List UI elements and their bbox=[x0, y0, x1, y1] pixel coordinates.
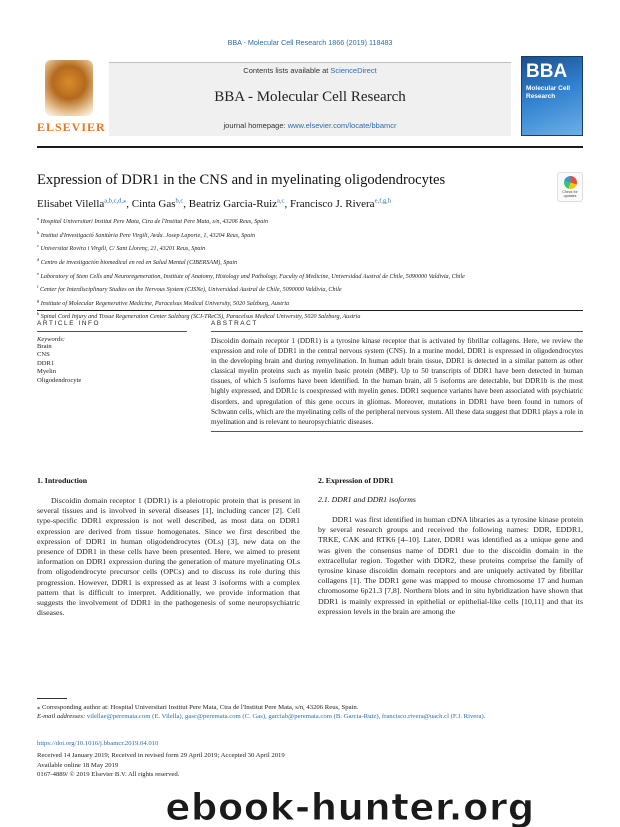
journal-citation[interactable]: BBA - Molecular Cell Research 1866 (2019) 118483 bbox=[227, 38, 393, 47]
section-paragraph: DDR1 was first identified in human cDNA libraries as a tyrosine kinase protein by several research groups and received the following names: DDR, EDDR1, TRKE, CAK and RTK6 [4–10]. Later, DDR1 was identified as a unique gene and was given the consensus name of DDR1 due to the discoidin domain in the extracellular region. Together with DDR2, these proteins comprise the family of tyrosine kinase discoidin domain receptors and are uniquely activated by fibrillar collagens [1]. The DDR1 gene was mapped to mouse chromosome 17 and human chromosome 6p21.3 [7,8]. Northern blots and in situ hybridization have shown that DDR1 is mainly expressed in epithelial or epithelial-like cells [10,11] and that its expression levels in the brain are among the bbox=[318, 515, 583, 616]
check-for-updates-label: Check for updates bbox=[562, 190, 578, 198]
keyword: Oligodendrocyte bbox=[37, 376, 82, 384]
check-for-updates-icon bbox=[564, 176, 577, 189]
keyword: DDR1 bbox=[37, 359, 55, 367]
affiliation: $^h$ Spinal Cord Injury and Tissue Regeneration Center Salzburg (SCI-TReCS), Paracelsus Medical University, 5020 Salzburg, Austria bbox=[37, 311, 361, 321]
keyword: CNS bbox=[37, 351, 50, 359]
journal-cover-image[interactable] bbox=[521, 56, 583, 136]
section-paragraph: Discoidin domain receptor 1 (DDR1) is a pleiotropic protein that is present in several tissues and is involved in several diseases [1], including cancer [2]. Cell type-specific DDR1 expression is not well described, as most data on DDR1 expression are derived from tissue homogenates. Since we first described the expression of DDR1 in human oligodendrocytes (OLs) [3], new data on the presence of DDR1 in these cells have been presented. Here, we aimed to present information on DDR1 expression during the generation of mature myelinating OLs from oligodendrocyte precursor cells (OPCs) and to discuss its role during this progression. However, DDR1 is expressed as at least 3 isoforms with a complex pattern that is difficult to interpret. Additionally, we provide information that suggests the involvement of DDR1 in the pathogenesis of some neuropsychiatric diseases. bbox=[37, 496, 300, 618]
section-heading: 2. Expression of DDR1 bbox=[318, 476, 394, 485]
author[interactable]: Francisco J. Rivera$^{e,f,g,h}$ bbox=[289, 197, 391, 210]
homepage-prefix: journal homepage: bbox=[223, 121, 288, 130]
keywords-heading: Keywords: bbox=[37, 336, 65, 343]
affiliation: $^a$ Hospital Universitari Institut Pere Mata, Ctra de l'Institut Pere Mata, s/n, 43206 Reus, Spain bbox=[37, 216, 269, 226]
affiliation: $^g$ Institute of Molecular Regenerative Medicine, Paracelsus Medical University, 5020 Salzburg, Austria bbox=[37, 297, 290, 307]
footnotes bbox=[37, 703, 583, 721]
publication-dates bbox=[37, 751, 437, 780]
received-dates: Received 14 January 2019; Received in revised form 29 April 2019; Accepted 30 April 2019 bbox=[37, 752, 285, 759]
keyword: Brain bbox=[37, 343, 52, 350]
article-title: Expression of DDR1 in the CNS and in myelinating oligodendrocytes bbox=[37, 172, 446, 188]
article-info-heading: ARTICLE INFO bbox=[37, 320, 187, 332]
journal-header-box bbox=[109, 62, 511, 136]
email-addresses bbox=[37, 712, 583, 721]
abstract-heading: ABSTRACT bbox=[211, 320, 583, 332]
email-links[interactable]: vilellae@peremata.com (E. Vilella), gasc@peremata.com (C. Gas), garciab@peremata.com (B. Garcia-Ruiz), francisco.rivera@uach.cl (F.J. Rivera). bbox=[86, 713, 486, 721]
journal-name: BBA - Molecular Cell Research bbox=[214, 89, 406, 105]
masthead bbox=[37, 56, 583, 140]
subsection-heading: 2.1. DDR1 and DDR1 isoforms bbox=[318, 495, 416, 504]
abstract-text: Discoidin domain receptor 1 (DDR1) is a tyrosine kinase receptor that is activated by fibrillar collagens. Here, we review the expression and role of DDR1 in the central nervous system (CNS). In a murine model, DDR1 is expressed in oligodendrocytes in the developing brain and during remyelination. In human adult brain tissue, DDR1 is detected in a similar pattern as other classical myelin proteins such as myelin basic protein (MBP). Up to 50 transcripts of DDR1 have been detected in human tissues, of which 5 isoforms have been identified. In the human brain, all 5 isoforms are detectable, but DDR1b is the most highly expressed, and DDR1c is coexpressed with myelin genes. DDR1 sequence variants have been associated with psychiatric disorders, and upregulation of this gene occurs in gliomas. Moreover, mutations in DDR1 have been found in tumors of Schwann cells, which are the myelinating cells of the peripheral nervous system. All these data suggest that DDR1 plays a role in myelination and is relevant to neuropsychiatric diseases. bbox=[211, 336, 583, 432]
author[interactable]: Beatriz Garcia-Ruiz$^{a,c}$, bbox=[188, 197, 290, 210]
article-info bbox=[37, 320, 187, 385]
affiliation: $^f$ Center for Interdisciplinary Studies on the Nervous System (CISNe), Universidad Austral de Chile, 5090000 Valdivia, Chile bbox=[37, 284, 342, 294]
body-column-left bbox=[37, 476, 300, 618]
sciencedirect-link[interactable]: ScienceDirect bbox=[330, 66, 377, 75]
body-column-right bbox=[318, 476, 583, 617]
journal-homepage-link[interactable]: www.elsevier.com/locate/bbamcr bbox=[287, 121, 397, 130]
corresponding-author-note: ⁎ Corresponding author at: Hospital Universitari Institut Pere Mata, Ctra de l'Institut Pere Mata, s/n, 43206 Reus, Spain. bbox=[37, 704, 359, 711]
email-label: E-mail addresses: bbox=[37, 713, 86, 721]
elsevier-tree-icon bbox=[45, 60, 93, 116]
cover-title: BBA bbox=[526, 61, 568, 82]
abstract bbox=[211, 320, 583, 432]
watermark: ebook-hunter.org bbox=[165, 786, 535, 827]
front-matter-divider bbox=[37, 310, 583, 311]
keyword: Myelin bbox=[37, 368, 57, 376]
copyright-line: 0167-4889/ © 2019 Elsevier B.V. All rights reserved. bbox=[37, 771, 180, 778]
author-list bbox=[37, 196, 583, 210]
cover-subtitle: Molecular Cell Research bbox=[526, 85, 571, 100]
section-heading: 1. Introduction bbox=[37, 476, 88, 485]
elsevier-logo[interactable] bbox=[37, 56, 106, 136]
masthead-divider bbox=[37, 146, 583, 148]
affiliation: $^b$ Institut d'Investigació Sanitària Pere Virgili, Avda. Josep Laporte, 1, 43204 Reus, Spain bbox=[37, 229, 256, 239]
affiliation-list bbox=[37, 214, 583, 323]
author[interactable]: Elisabet Vilella$^{a,b,c,d,⁎}$, bbox=[37, 197, 132, 210]
contents-line bbox=[109, 66, 511, 75]
contents-prefix: Contents lists available at bbox=[243, 66, 331, 75]
footnote-divider bbox=[37, 698, 67, 699]
doi-link[interactable]: https://doi.org/10.1016/j.bbamcr.2019.04.010 bbox=[37, 740, 159, 747]
author[interactable]: Cinta Gas$^{b,c}$, bbox=[131, 197, 189, 210]
homepage-line bbox=[109, 121, 511, 130]
affiliation: $^e$ Laboratory of Stem Cells and Neuroregeneration, Institute of Anatomy, Histology and Pathology, Faculty of Medicine, Universidad Austral de Chile, 5090000 Valdivia, Chile bbox=[37, 270, 465, 280]
affiliation: $^d$ Centro de investigación biomedical en red en Salud Mental (CIBERSAM), Spain bbox=[37, 256, 238, 266]
available-date: Available online 18 May 2019 bbox=[37, 761, 119, 769]
affiliation: $^c$ Universitat Rovira i Virgili, C/ Sant Llorenç, 21, 43201 Reus, Spain bbox=[37, 243, 206, 253]
elsevier-logo-text: ELSEVIER bbox=[37, 120, 106, 134]
